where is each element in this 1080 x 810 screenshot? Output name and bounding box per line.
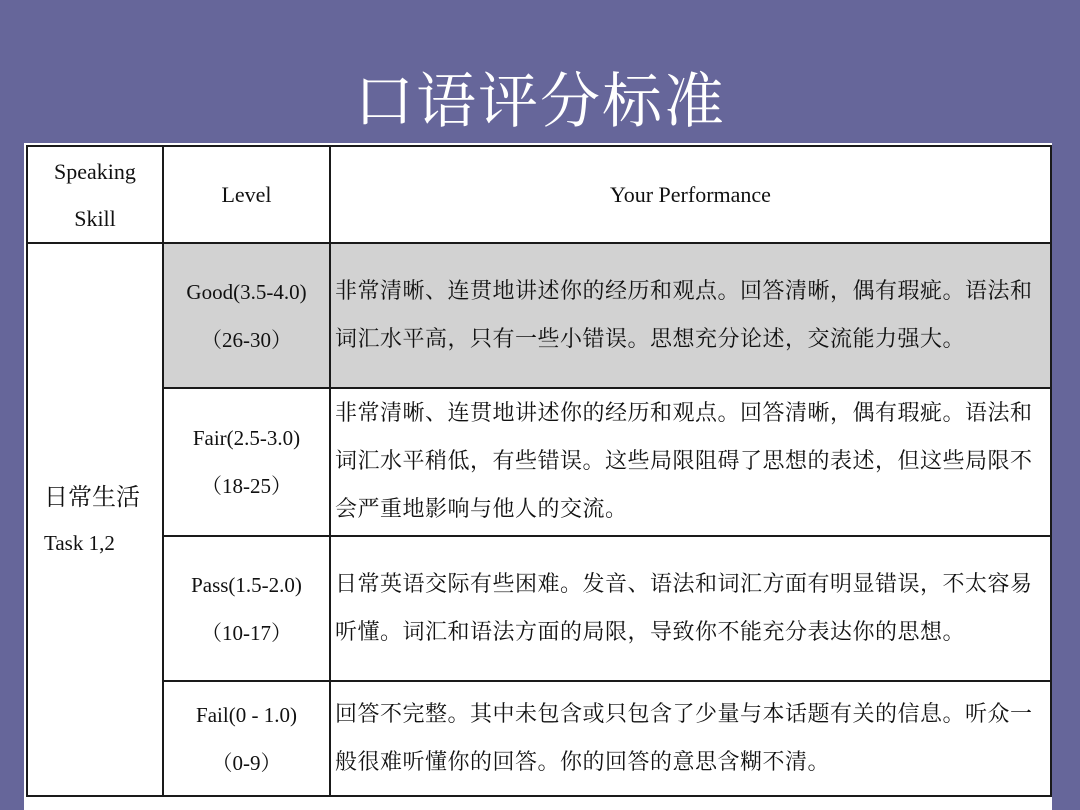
performance-cell: 非常清晰、连贯地讲述你的经历和观点。回答清晰，偶有瑕疵。语法和词汇水平高，只有一些小错误。思想充分论述，交流能力强大。 (330, 243, 1051, 388)
performance-cell: 非常清晰、连贯地讲述你的经历和观点。回答清晰，偶有瑕疵。语法和词汇水平稍低，有些错误。这些局限阻碍了思想的表述，但这些局限不会严重地影响与他人的交流。 (330, 388, 1051, 536)
level-cell (163, 243, 330, 388)
level-range: （18-25） (201, 474, 292, 498)
skill-name: 日常生活 (44, 482, 140, 511)
table-row (27, 388, 1051, 536)
level-range: （0-9） (211, 750, 282, 775)
level-cell (163, 536, 330, 681)
header-level: Level (163, 146, 330, 243)
scoring-table-container (24, 143, 1052, 810)
level-label: Pass(1.5-2.0) (191, 572, 302, 597)
performance-cell: 回答不完整。其中未包含或只包含了少量与本话题有关的信息。听众一般很难听懂你的回答。你的回答的意思含糊不清。 (330, 681, 1051, 796)
level-label: Fail(0 - 1.0) (196, 702, 297, 727)
skill-task: Task 1,2 (44, 530, 115, 555)
level-range: （26-30） (201, 327, 292, 352)
header-row (27, 146, 1051, 243)
table-row (27, 536, 1051, 681)
header-performance: Your Performance (330, 146, 1051, 243)
level-label: Fair(2.5-3.0) (192, 426, 301, 450)
skill-cell (27, 243, 163, 796)
level-label: Good(3.5-4.0) (186, 279, 307, 304)
level-cell (163, 388, 330, 536)
level-cell (163, 681, 330, 796)
scoring-table (26, 145, 1052, 797)
table-row (27, 243, 1051, 388)
slide-title: 口语评分标准 (354, 67, 726, 137)
level-range: （10-17） (201, 620, 292, 645)
performance-cell: 日常英语交际有些困难。发音、语法和词汇方面有明显错误，不太容易听懂。词汇和语法方面的局限，导致你不能充分表达你的思想。 (330, 536, 1051, 681)
slide-margin-strip (1052, 143, 1080, 810)
header-speaking-skill: Speaking Skill (27, 146, 163, 243)
table-row (27, 681, 1051, 796)
